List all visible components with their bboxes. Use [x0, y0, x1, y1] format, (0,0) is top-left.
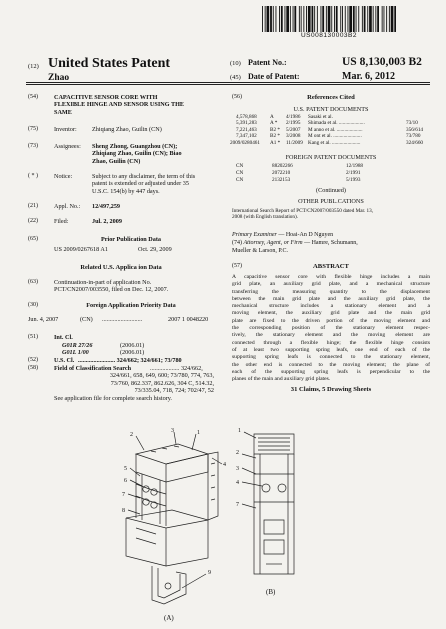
fig-b-label: 7	[236, 502, 239, 508]
abstract-heading: ABSTRACT	[313, 263, 349, 270]
header-rule-bottom	[26, 84, 430, 85]
fig-a-label: 4	[223, 462, 226, 468]
appl-label: Appl. No.:	[54, 203, 81, 210]
other-pub-line: 2008 (with English translation).	[232, 214, 298, 221]
references-heading: References Cited	[307, 94, 355, 101]
filed-label: Filed:	[54, 218, 69, 225]
foreign-ref-num: 88202266	[272, 163, 293, 169]
notice-line: U.S.C. 154(b) by 447 days.	[92, 187, 160, 195]
abstract-line: between the main grid plate and the auxiliary grid plate, the	[232, 295, 430, 302]
attorney-code: (74)	[232, 240, 242, 246]
intcl-class: G01R 27/26	[62, 342, 93, 349]
header-code-10: (10)	[230, 60, 241, 67]
patent-title-heading: United States Patent	[48, 56, 171, 71]
fig-a-label: 2	[130, 432, 133, 438]
fig-a-label: 8	[122, 508, 125, 514]
uscl-code: (52)	[28, 357, 38, 363]
inventor-value: Zhiqiang Zhao, Guilin (CN)	[92, 126, 162, 133]
abstract-line: transferring the measuring quantity to the displacement	[232, 288, 430, 295]
prior-pub-number: US 2009/0267618 A1	[54, 246, 108, 253]
reference-kind: A1 *	[270, 139, 281, 146]
field-label: Field of Classification Search	[54, 365, 132, 372]
representative-drawing	[96, 424, 396, 624]
header-code-45: (45)	[230, 74, 241, 81]
foreign-ref-num: 2132153	[272, 177, 291, 183]
assignee-code: (73)	[28, 143, 38, 149]
abstract-line: connected through a flexible hinge; the flexible hinge consists	[232, 339, 430, 346]
abstract-line: plate are fixed to the driven portion of the moving element and	[232, 317, 430, 324]
intcl-version: (2006.01)	[120, 349, 145, 356]
reference-date: 11/2009	[286, 139, 303, 146]
foreign-number: 2007 1 0048220	[168, 316, 209, 323]
title-line: SAME	[54, 108, 72, 116]
attorney-value: — Hamre, Schumann,	[304, 240, 358, 246]
field-line: 324/661, 658, 649, 600; 73/780, 774, 763,	[109, 372, 214, 380]
reference-who: M anno et al. ....................	[308, 126, 363, 133]
fig-a-label: 5	[124, 466, 127, 472]
foreign-ref-date: 2/1991	[346, 170, 361, 176]
field-line: ................... 324/662,	[150, 365, 203, 372]
other-pub-line: International Search Report of PCT/CN2007/003550 dated Mar. 13,	[232, 208, 374, 214]
reference-num: 7,347,102	[236, 133, 257, 140]
prior-code: (65)	[28, 236, 38, 242]
fig-a-label: 1	[197, 430, 200, 436]
foreign-country: (CN)	[80, 316, 93, 323]
fig-b-label: 1	[238, 428, 241, 434]
appl-code: (21)	[28, 203, 38, 209]
fig-a-label: 3	[171, 428, 174, 434]
abstract-code: (57)	[232, 263, 242, 269]
abstract-line: grid plate, an auxiliary grid plate, and a mechanical structure	[232, 281, 430, 288]
patent-number-row	[230, 56, 422, 68]
fig-a-label: 7	[122, 492, 125, 498]
reference-who: Sasaki et al.	[308, 114, 333, 120]
reference-date: 5/2007	[286, 126, 301, 133]
reference-date: 3/2008	[286, 133, 301, 140]
figure-b	[242, 432, 294, 574]
inventor-surname: Zhao	[48, 73, 70, 83]
ref-code: (56)	[232, 94, 242, 100]
fig-b-caption: (B)	[266, 588, 276, 596]
other-publications	[232, 208, 373, 221]
header-code-12: (12)	[28, 63, 39, 70]
foreign-ref-country: CN	[236, 177, 244, 183]
barcode-image	[262, 6, 396, 32]
claims-summary: 31 Claims, 5 Drawing Sheets	[290, 386, 372, 393]
reference-date: 2/1995	[286, 120, 301, 127]
abstract-line: of at least two supporting spring leafs, one end of each of the	[232, 346, 430, 353]
foreign-ref-date: 12/1988	[346, 163, 364, 169]
fig-b-label: 3	[236, 466, 239, 472]
patent-no-label: Patent No.:	[248, 58, 287, 67]
abstract-line: the corresponding position of the stationary element respec-	[232, 325, 430, 332]
uscl-label: U.S. Cl.	[54, 357, 75, 364]
foreign-ref-country: CN	[236, 170, 244, 176]
examiner-line	[232, 232, 333, 239]
foreign-dots: ..........................	[102, 316, 143, 323]
reference-kind: A	[270, 114, 274, 120]
intcl-code: (51)	[28, 334, 38, 340]
foreign-ref-date: 5/1993	[346, 177, 361, 183]
reference-kind: A *	[270, 120, 278, 127]
assignee-value	[92, 143, 216, 165]
reference-date: 4/1986	[286, 114, 301, 120]
abstract-line: supporting spring leafs is connected to the stationary element,	[232, 354, 430, 361]
notice-line: patent is extended or adjusted under 35	[92, 180, 189, 188]
fig-a-caption: (A)	[164, 614, 174, 622]
filed-value: Jul. 2, 2009	[92, 218, 122, 225]
attorney-label: Attorney, Agent, or Firm	[243, 240, 303, 246]
title-code: (54)	[28, 94, 38, 100]
abstract-line: the other end is connected to the moving element; the plane of	[232, 361, 430, 368]
inventor-code: (75)	[28, 126, 38, 132]
field-line: 73/760, 862.337, 862.626, 304 C, 514.32,	[110, 379, 214, 387]
reference-cls: 73/10	[406, 120, 418, 127]
date-label: Date of Patent:	[248, 72, 300, 81]
field-line: 73/335.04, 718, 724; 702/47, 52	[134, 387, 214, 395]
reference-num: 2009/0280461	[230, 139, 260, 146]
intcl-version: (2006.01)	[120, 342, 145, 349]
foreign-docs-heading: FOREIGN PATENT DOCUMENTS	[285, 154, 377, 161]
barcode-number: US008130003B2	[300, 32, 357, 39]
intcl-label: Int. Cl.	[54, 334, 73, 341]
appl-value: 12/497,259	[92, 203, 121, 210]
reference-num: 4,578,868	[236, 114, 257, 120]
us-docs-heading: U.S. PATENT DOCUMENTS	[293, 106, 369, 113]
examiner-value: — Hoai-An D Nguyen	[278, 232, 334, 238]
notice-label: Notice:	[54, 173, 73, 180]
intcl-class: G01L 1/00	[62, 349, 89, 356]
fig-a-label: 6	[124, 478, 127, 484]
abstract-line: moving element, the auxiliary grid plate and the main grid	[232, 310, 430, 317]
foreign-date: Jun. 4, 2007	[28, 316, 59, 323]
reference-kind: B2 *	[270, 126, 280, 133]
fig-a-label: 9	[208, 570, 211, 576]
abstract-text	[232, 274, 430, 383]
reference-kind: B2 *	[270, 133, 280, 140]
foreign-ref-country: CN	[236, 163, 244, 169]
abstract-line: mechanical structure includes a stationary element and a	[232, 303, 430, 310]
foreign-heading: Foreign Application Priority Data	[86, 302, 176, 309]
abstract-line: planes of the main and auxiliary grid plates.	[232, 376, 331, 383]
prior-pub-date: Oct. 29, 2009	[138, 246, 172, 253]
other-publications-heading: OTHER PUBL.CATIONS	[298, 198, 364, 205]
assignee-line: Sheng Zhong, Guangzhou (CN);	[92, 143, 178, 150]
inventor-label: Inventor:	[54, 126, 77, 133]
abstract-line: tively, the stationary element and the moving element are	[232, 332, 430, 339]
field-code: (58)	[28, 365, 38, 371]
title-line: FLEXIBLE HINGE AND SENSOR USING THE	[54, 101, 185, 109]
reference-who: Shimada et al. ....................	[308, 120, 365, 127]
patent-number: US 8,130,003 B2	[342, 56, 422, 68]
cont-line: PCT/CN2007/003550, filed on Dec. 12, 2007.	[54, 286, 169, 294]
fig-b-label: 2	[236, 450, 239, 456]
attorney-line-2: Mueller & Larson, P.C.	[232, 248, 288, 254]
title-line: CAPACITIVE SENSOR CORE WITH	[54, 94, 158, 101]
foreign-code: (30)	[28, 302, 38, 308]
fig-b-label: 4	[236, 480, 239, 486]
reference-who: M ont et al. ......................	[308, 133, 362, 140]
figure-a	[126, 432, 222, 604]
foreign-ref-num: 2072210	[272, 170, 291, 176]
notice-code: ( * )	[28, 173, 38, 179]
prior-heading: Prior Publication Data	[100, 236, 162, 243]
assignee-line: Zhiqiang Zhao, Guilin (CN); Biao	[92, 150, 182, 158]
patent-date: Mar. 6, 2012	[342, 71, 395, 82]
patent-date-row	[230, 71, 395, 82]
cont-code: (63)	[28, 279, 38, 285]
uscl-value: ........................ 324/662; 324/661; 73/780	[78, 357, 182, 364]
reference-cls: 356/614	[406, 126, 424, 133]
notice-line: Subject to any disclaimer, the term of this	[92, 173, 196, 180]
continued-note: (Continued)	[316, 187, 346, 194]
header-rule-top	[26, 82, 430, 83]
abstract-line: each of the supporting spring leafs is perpendicular to the	[232, 368, 430, 375]
field-note: See application file for complete search history.	[54, 395, 172, 402]
assignee-label: Assignees:	[54, 143, 81, 150]
filed-code: (22)	[28, 218, 38, 224]
reference-num: 5,391,283	[236, 120, 257, 127]
assignee-line: Zhao, Guilin (CN)	[92, 157, 141, 165]
cont-line: Continuation-in-part of application No.	[54, 279, 152, 286]
invention-title	[54, 94, 214, 116]
related-heading: Related U.S. Applica ion Data	[80, 264, 162, 271]
field-lines	[62, 372, 214, 394]
attorney-line	[232, 240, 358, 247]
reference-cls: 73/780	[406, 133, 421, 140]
reference-who: Kang et al. ......................	[308, 139, 361, 146]
reference-num: 7,221,463	[236, 126, 257, 133]
examiner-label: Primary Examiner	[232, 232, 277, 238]
reference-cls: 324/660	[406, 139, 424, 146]
notice-value	[92, 173, 216, 195]
cont-value	[54, 279, 214, 294]
abstract-line: A capacitive sensor core with flexible hinge includes a main	[232, 274, 430, 280]
